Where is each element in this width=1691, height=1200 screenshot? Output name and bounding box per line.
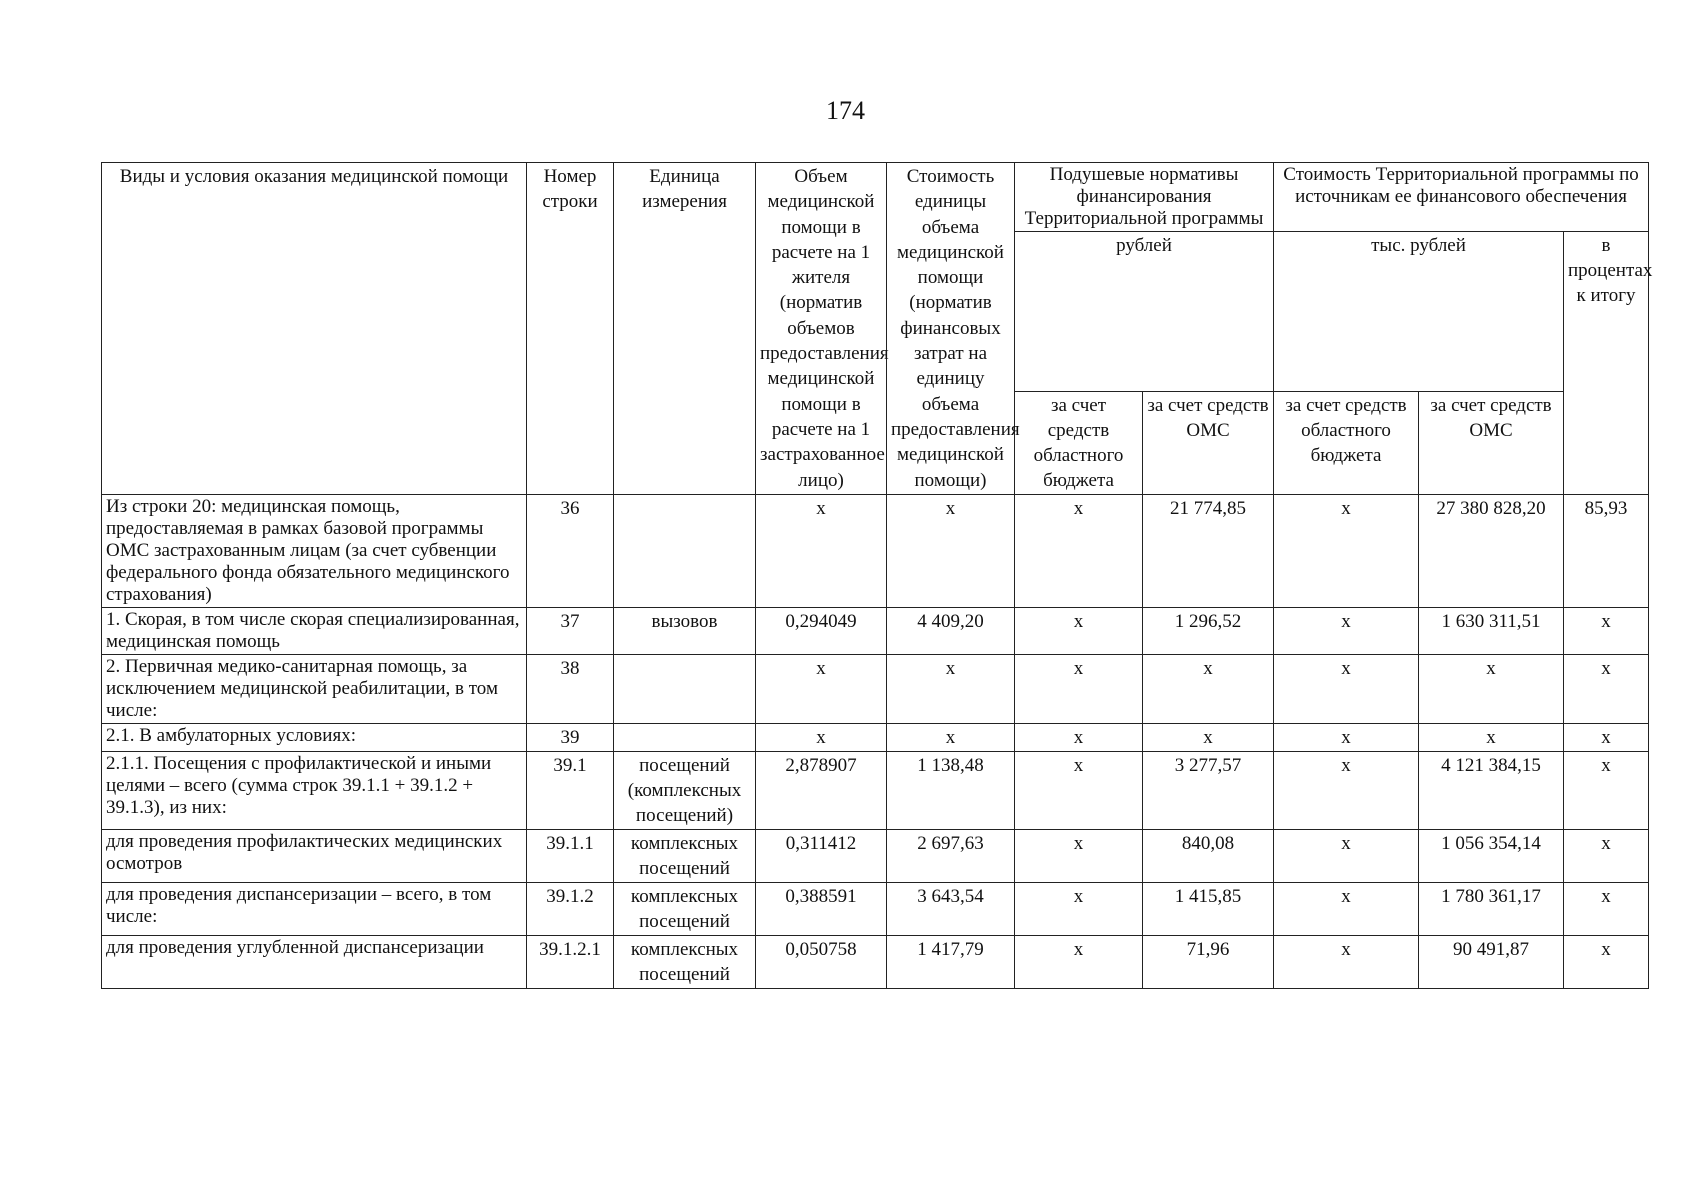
header-unit-rubles: рублей [1015, 232, 1274, 392]
row-number: 39 [527, 723, 614, 751]
row-total-oms: 90 491,87 [1419, 935, 1564, 988]
header-regional-budget-total: за счет средств областного бюджета [1274, 391, 1419, 494]
row-total-oms: 1 056 354,14 [1419, 829, 1564, 882]
row-volume: 0,388591 [756, 882, 887, 935]
row-per-capita-oms: 21 774,85 [1143, 494, 1274, 607]
row-total-oms: 27 380 828,20 [1419, 494, 1564, 607]
row-total-budget: х [1274, 882, 1419, 935]
row-number: 38 [527, 654, 614, 723]
row-total-budget: х [1274, 494, 1419, 607]
header-per-capita-group: Подушевые нормативы финансирования Территориальной программы [1015, 163, 1274, 232]
row-percent: х [1564, 882, 1649, 935]
row-percent: 85,93 [1564, 494, 1649, 607]
row-number: 39.1.2 [527, 882, 614, 935]
row-unit-cost: х [887, 723, 1015, 751]
row-name: 2.1.1. Посещения с профилактической и иными целями – всего (сумма строк 39.1.1 + 39.1.2 + 39.1.3), из них: [102, 751, 527, 829]
row-unit: комплексных посещений [614, 882, 756, 935]
table-row [102, 494, 1649, 607]
row-volume: х [756, 494, 887, 607]
table-row [102, 607, 1649, 654]
row-unit: комплексных посещений [614, 829, 756, 882]
row-total-budget: х [1274, 935, 1419, 988]
row-total-budget: х [1274, 829, 1419, 882]
row-total-oms: 1 630 311,51 [1419, 607, 1564, 654]
table-row [102, 654, 1649, 723]
row-volume: х [756, 723, 887, 751]
row-name: для проведения углубленной диспансеризации [102, 935, 527, 988]
row-per-capita-budget: х [1015, 935, 1143, 988]
row-name: 2. Первичная медико-санитарная помощь, за исключением медицинской реабилитации, в том числе: [102, 654, 527, 723]
row-number: 39.1.2.1 [527, 935, 614, 988]
header-row-number: Номер строки [527, 163, 614, 495]
row-per-capita-budget: х [1015, 882, 1143, 935]
table-row [102, 751, 1649, 829]
row-name: Из строки 20: медицинская помощь, предоставляемая в рамках базовой программы ОМС застрахованным лицам (за счет субвенции федерального фонда обязательного медицинского страхования) [102, 494, 527, 607]
table-row [102, 723, 1649, 751]
header-oms-funds: за счет средств ОМС [1143, 391, 1274, 494]
row-percent: х [1564, 829, 1649, 882]
row-unit [614, 654, 756, 723]
row-total-budget: х [1274, 654, 1419, 723]
row-per-capita-budget: х [1015, 751, 1143, 829]
row-unit: посещений (комплексных посещений) [614, 751, 756, 829]
table-row [102, 829, 1649, 882]
table-row [102, 935, 1649, 988]
row-per-capita-oms: 71,96 [1143, 935, 1274, 988]
financing-table [101, 162, 1653, 989]
page-number: 174 [826, 96, 865, 125]
row-total-oms: 4 121 384,15 [1419, 751, 1564, 829]
header-unit-cost: Стоимость единицы объема медицинской помощи (норматив финансовых затрат на единицу объема предоставления медицинской помощи) [887, 163, 1015, 495]
row-per-capita-budget: х [1015, 607, 1143, 654]
row-unit [614, 494, 756, 607]
row-per-capita-oms: 1 296,52 [1143, 607, 1274, 654]
row-percent: х [1564, 654, 1649, 723]
row-unit-cost: 1 138,48 [887, 751, 1015, 829]
row-name: 2.1. В амбулаторных условиях: [102, 723, 527, 751]
row-per-capita-oms: х [1143, 654, 1274, 723]
row-unit-cost: 2 697,63 [887, 829, 1015, 882]
header-oms-funds-total: за счет средств ОМС [1419, 391, 1564, 494]
header-percent-of-total: в процентах к итогу [1564, 232, 1649, 495]
row-unit-cost: 4 409,20 [887, 607, 1015, 654]
row-name: 1. Скорая, в том числе скорая специализированная, медицинская помощь [102, 607, 527, 654]
header-unit: Единица измерения [614, 163, 756, 495]
row-unit [614, 723, 756, 751]
row-number: 37 [527, 607, 614, 654]
row-number: 39.1 [527, 751, 614, 829]
row-number: 36 [527, 494, 614, 607]
row-unit: комплексных посещений [614, 935, 756, 988]
row-per-capita-oms: 840,08 [1143, 829, 1274, 882]
row-volume: 0,294049 [756, 607, 887, 654]
row-unit: вызовов [614, 607, 756, 654]
header-volume: Объем медицинской помощи в расчете на 1 жителя (норматив объемов предоставления медицинской помощи в расчете на 1 застрахованное лицо) [756, 163, 887, 495]
row-name: для проведения диспансеризации – всего, в том числе: [102, 882, 527, 935]
header-unit-thousand-rubles: тыс. рублей [1274, 232, 1564, 392]
header-total-cost-group: Стоимость Территориальной программы по источникам ее финансового обеспечения [1274, 163, 1649, 232]
row-per-capita-budget: х [1015, 829, 1143, 882]
row-volume: 0,050758 [756, 935, 887, 988]
row-unit-cost: х [887, 494, 1015, 607]
row-percent: х [1564, 607, 1649, 654]
row-volume: х [756, 654, 887, 723]
row-per-capita-oms: 1 415,85 [1143, 882, 1274, 935]
row-volume: 2,878907 [756, 751, 887, 829]
row-per-capita-budget: х [1015, 494, 1143, 607]
header-type-of-care: Виды и условия оказания медицинской помощи [102, 163, 527, 495]
row-percent: х [1564, 935, 1649, 988]
row-total-budget: х [1274, 723, 1419, 751]
row-per-capita-budget: х [1015, 654, 1143, 723]
row-total-budget: х [1274, 607, 1419, 654]
row-percent: х [1564, 751, 1649, 829]
table-row [102, 882, 1649, 935]
row-number: 39.1.1 [527, 829, 614, 882]
row-name: для проведения профилактических медицинских осмотров [102, 829, 527, 882]
header-regional-budget: за счет средств областного бюджета [1015, 391, 1143, 494]
row-total-oms: х [1419, 654, 1564, 723]
row-per-capita-oms: х [1143, 723, 1274, 751]
row-total-budget: х [1274, 751, 1419, 829]
row-total-oms: х [1419, 723, 1564, 751]
row-volume: 0,311412 [756, 829, 887, 882]
row-unit-cost: х [887, 654, 1015, 723]
row-unit-cost: 3 643,54 [887, 882, 1015, 935]
row-unit-cost: 1 417,79 [887, 935, 1015, 988]
row-per-capita-oms: 3 277,57 [1143, 751, 1274, 829]
row-percent: х [1564, 723, 1649, 751]
row-per-capita-budget: х [1015, 723, 1143, 751]
row-total-oms: 1 780 361,17 [1419, 882, 1564, 935]
